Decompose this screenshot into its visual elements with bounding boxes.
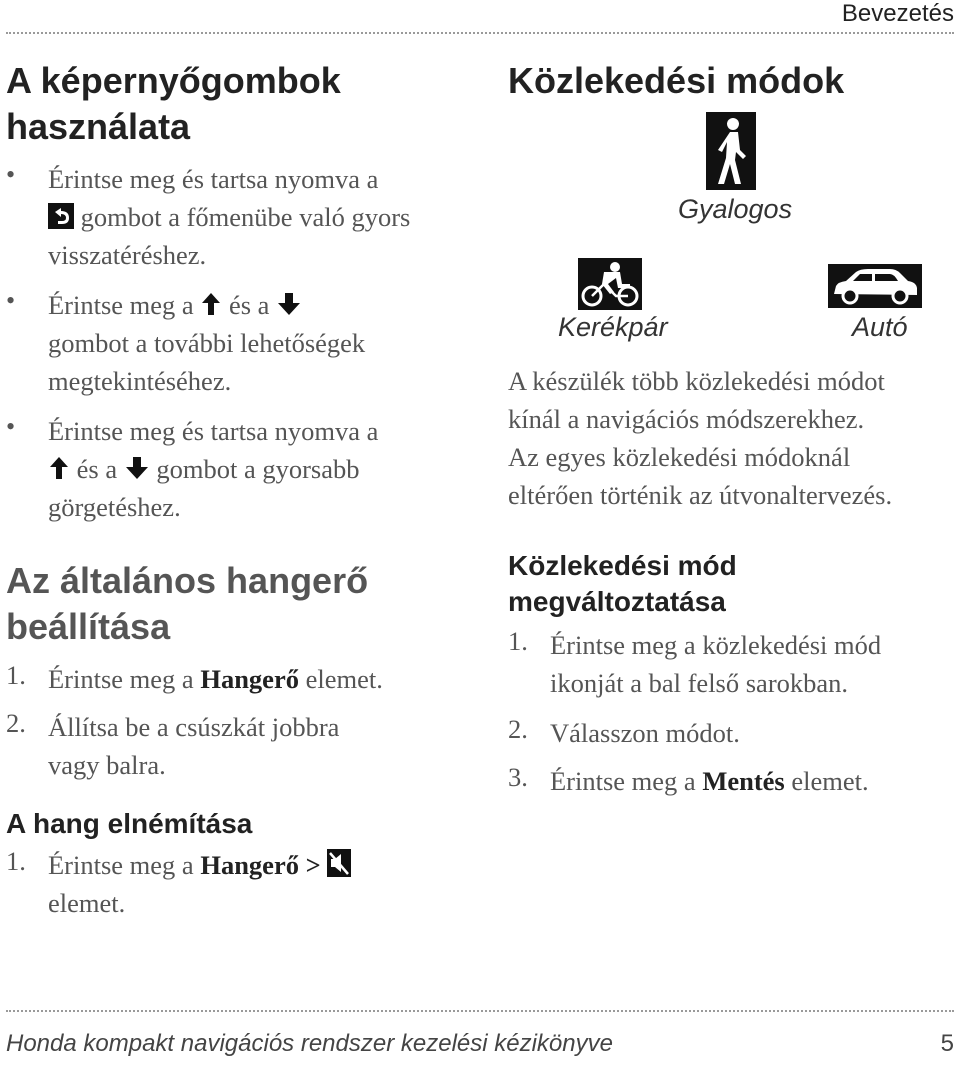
step-number: 1. <box>6 846 26 876</box>
footer-divider <box>6 1010 954 1012</box>
bullet-2-text-2: és a <box>228 290 270 320</box>
down-arrow-icon <box>276 289 302 327</box>
volume-step-2-line-2: vagy balra. <box>48 750 166 780</box>
up-arrow-icon <box>200 289 222 327</box>
bullet-2-line-2: gombot a további lehetőségek <box>48 328 366 358</box>
volume-step-1-text: Érintse meg a <box>48 664 194 694</box>
car-icon <box>828 264 922 313</box>
mute-section-title: A hang elnémítása <box>6 808 253 839</box>
modes-text-line-1: A készülék több közlekedési módot <box>508 366 885 396</box>
modes-text-line-3: Az egyes közlekedési módoknál <box>508 442 851 472</box>
step-number: 1. <box>508 626 528 656</box>
bullet-dot: • <box>6 412 16 441</box>
mute-icon <box>327 849 351 887</box>
bullet-3-text-3: gombot a gyorsabb <box>156 454 360 484</box>
bullet-3-text-2: és a <box>76 454 118 484</box>
section-label: Bevezetés <box>841 0 954 27</box>
manual-title: Honda kompakt navigációs rendszer kezelési kézikönyve <box>6 1030 613 1057</box>
modes-text-line-4: eltérően történik az útvonaltervezés. <box>508 480 893 510</box>
bullet-1-text-2: gombot a főmenübe való gyors <box>80 202 411 232</box>
bullet-3-line-2 <box>48 450 359 491</box>
change-step-3-text: Érintse meg a <box>550 766 696 796</box>
page-number: 5 <box>940 1030 954 1057</box>
bullet-2-line-1 <box>48 286 302 327</box>
bullet-1-line-3: visszatéréshez. <box>48 240 207 270</box>
volume-menu-name: Hangerő <box>200 850 299 880</box>
step-number: 3. <box>508 762 528 792</box>
mute-step-end: elemet. <box>48 888 126 918</box>
modes-text-line-2: kínál a navigációs módszerekhez. <box>508 404 865 434</box>
bullet-1-line-2 <box>48 198 410 239</box>
mode-label-pedestrian: Gyalogos <box>678 194 793 224</box>
bicycle-icon <box>578 258 642 315</box>
pedestrian-icon <box>706 112 756 195</box>
buttons-section-title: A képernyőgombok használata <box>6 60 341 147</box>
volume-menu-name: Hangerő <box>200 664 299 694</box>
volume-section-title: Az általános hangerő beállítása <box>6 560 369 647</box>
modes-section-title: Közlekedési módok <box>508 60 845 101</box>
step-number: 2. <box>508 714 528 744</box>
mute-step-text: Érintse meg a <box>48 850 194 880</box>
bullet-dot: • <box>6 160 16 189</box>
mode-label-bicycle: Kerékpár <box>558 312 668 342</box>
menu-separator: > <box>305 850 321 880</box>
bullet-3-line-3: görgetéshez. <box>48 492 181 522</box>
back-icon <box>48 201 74 239</box>
bullet-1-line-1: Érintse meg és tartsa nyomva a <box>48 164 379 194</box>
down-arrow-icon <box>124 453 150 491</box>
change-step-1-line-2: ikonját a bal felső sarokban. <box>550 668 849 698</box>
bullet-2-text-1: Érintse meg a <box>48 290 194 320</box>
change-step-2: Válasszon módot. <box>550 718 740 748</box>
change-step-3-end: elemet. <box>791 766 869 796</box>
step-number: 1. <box>6 660 26 690</box>
change-step-3 <box>550 762 869 800</box>
mode-label-car: Autó <box>852 312 908 342</box>
header-divider <box>6 32 954 34</box>
volume-step-1-end: elemet. <box>305 664 383 694</box>
bullet-3-line-1: Érintse meg és tartsa nyomva a <box>48 416 379 446</box>
step-number: 2. <box>6 708 26 738</box>
change-mode-title: Közlekedési mód megváltoztatása <box>508 550 737 617</box>
change-step-1-line-1: Érintse meg a közlekedési mód <box>550 630 882 660</box>
mute-step-1 <box>48 846 351 887</box>
bullet-2-line-3: megtekintéséhez. <box>48 366 232 396</box>
up-arrow-icon <box>48 453 70 491</box>
volume-step-2-line-1: Állítsa be a csúszkát jobbra <box>48 712 340 742</box>
bullet-dot: • <box>6 286 16 315</box>
save-menu-name: Mentés <box>702 766 785 796</box>
volume-step-1 <box>48 660 383 698</box>
